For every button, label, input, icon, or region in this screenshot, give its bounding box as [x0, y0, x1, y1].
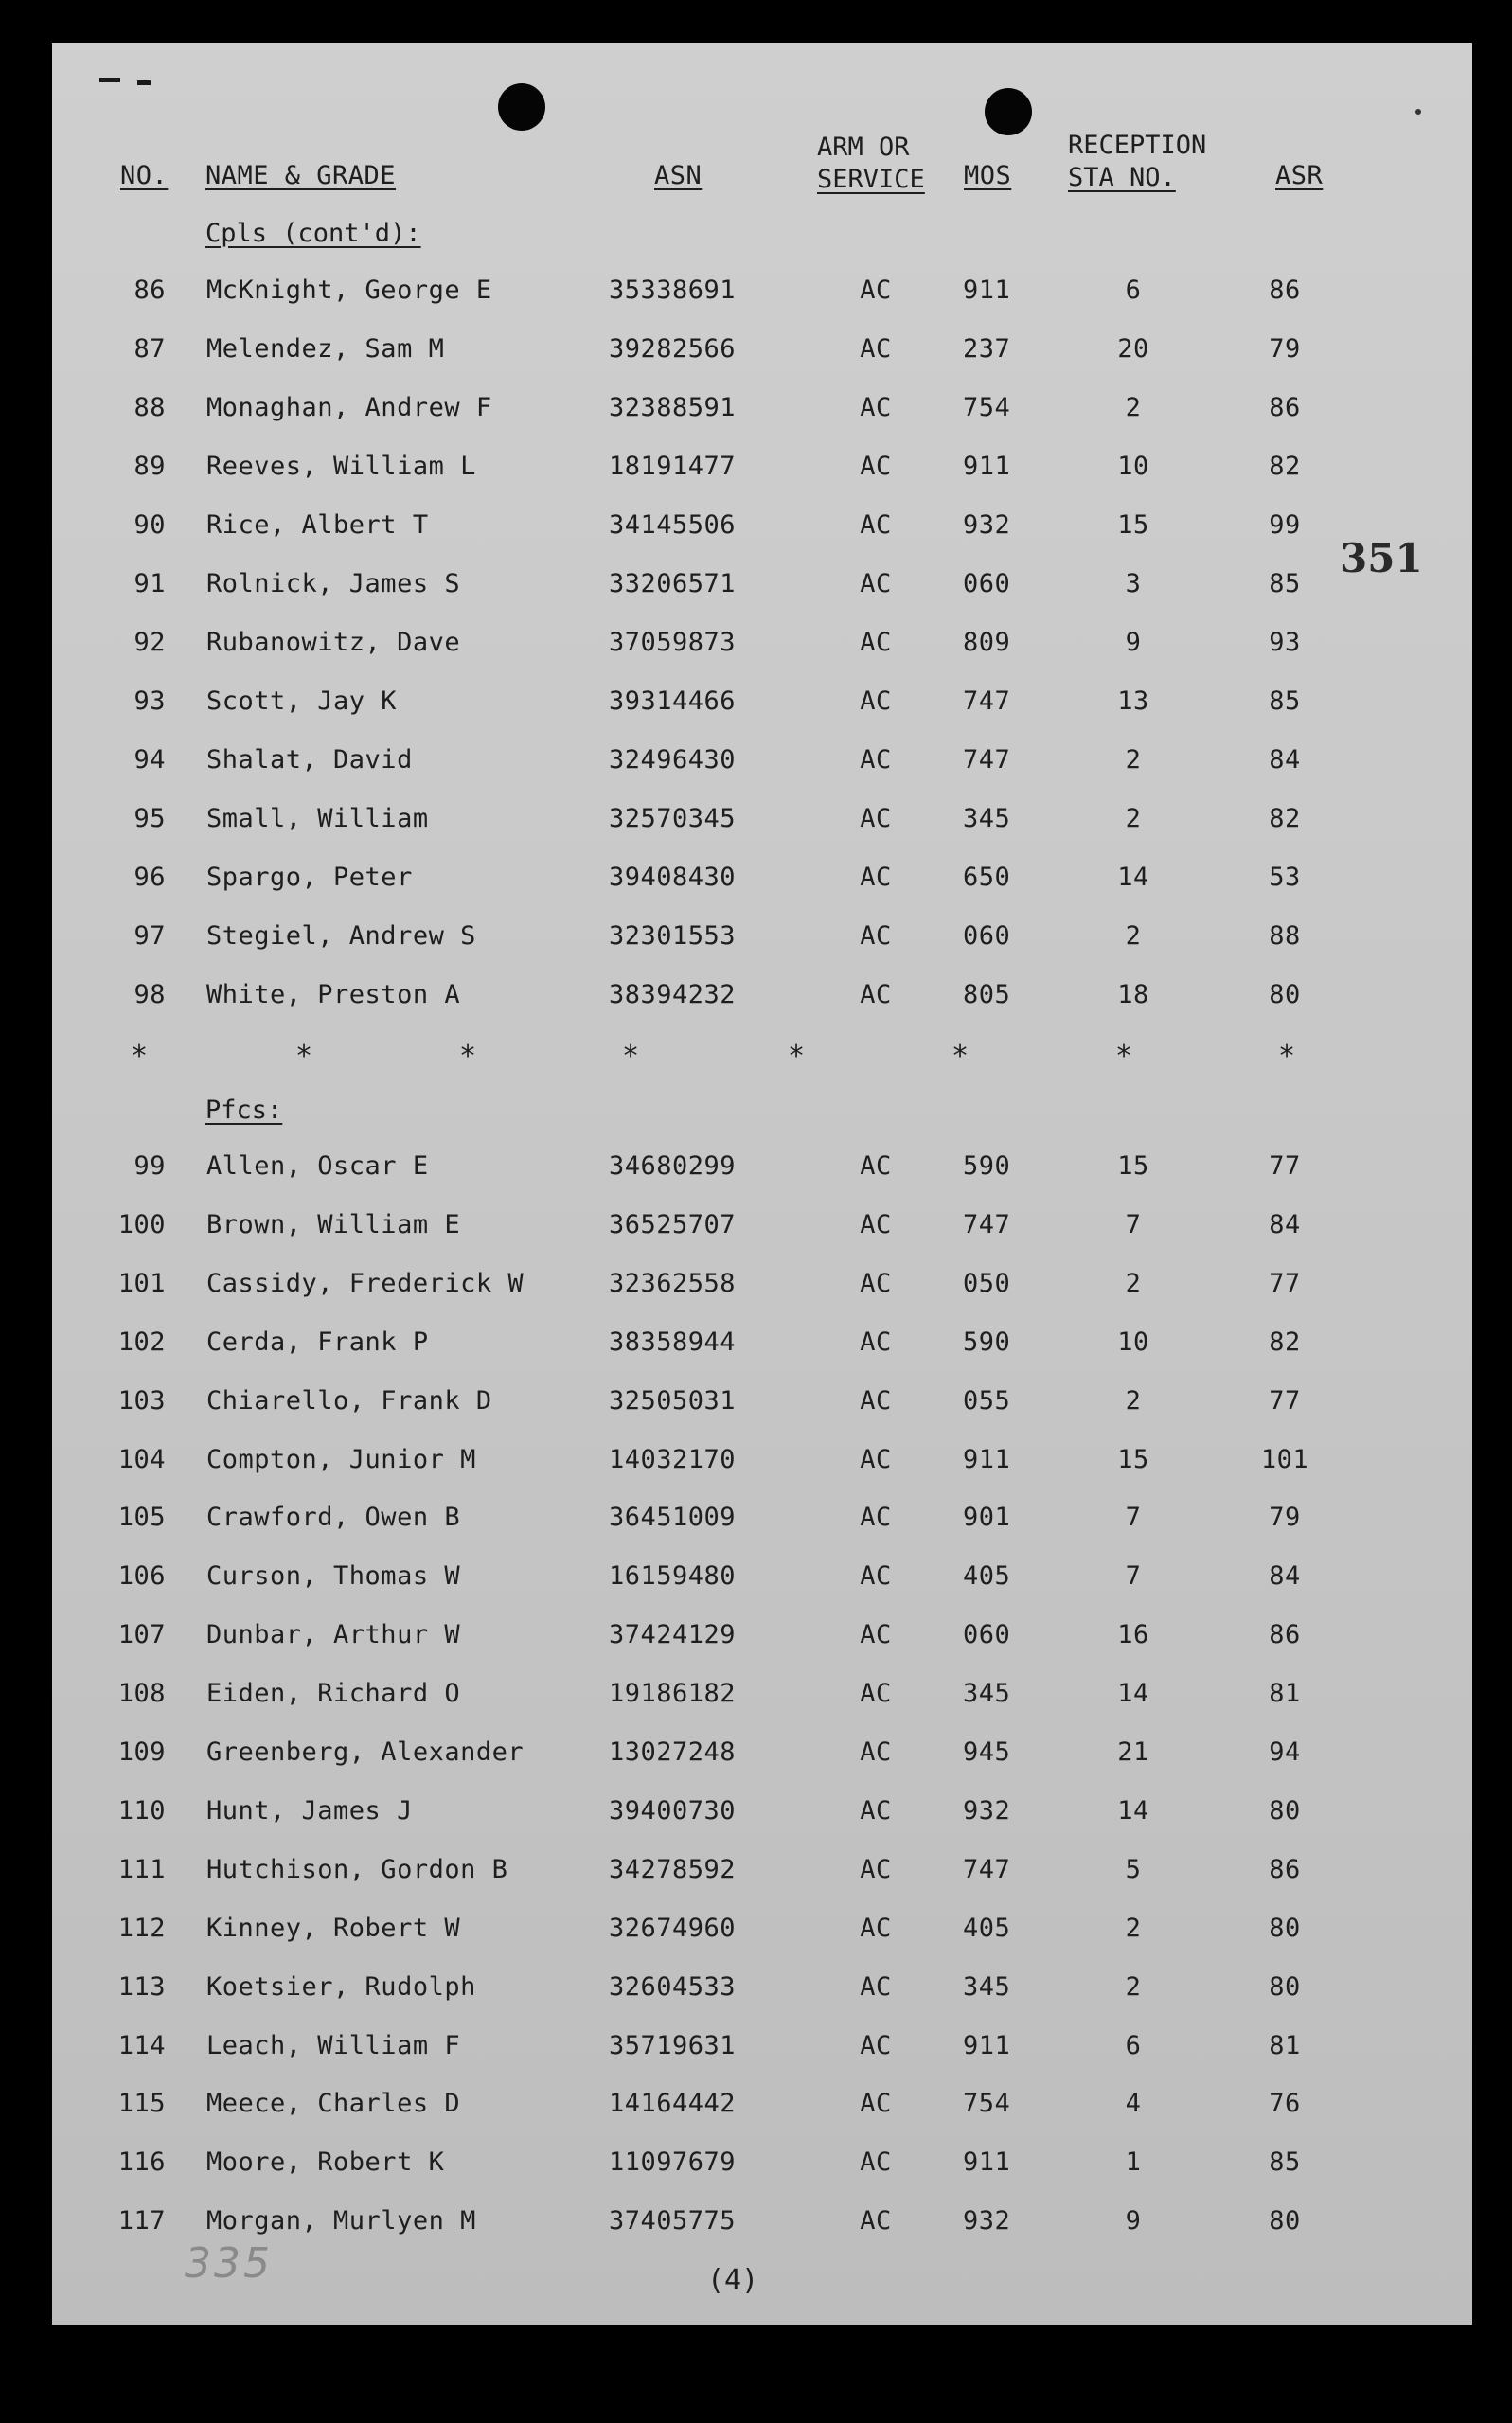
cell-arm: AC [860, 1503, 892, 1532]
cell-mos: 060 [963, 1620, 1011, 1649]
cell-mos: 345 [963, 1679, 1011, 1708]
ink-dot [1415, 109, 1421, 115]
cell-sta: 14 [1117, 1679, 1149, 1708]
header-sta-line1: RECEPTION [1068, 131, 1207, 160]
cell-asr: 101 [1260, 1445, 1309, 1474]
cell-name: Chiarello, Frank D [206, 1386, 492, 1416]
cell-no: 94 [133, 745, 166, 775]
cell-asn: 34278592 [609, 1855, 737, 1884]
cell-asr: 76 [1269, 2089, 1301, 2118]
punch-hole-right [985, 88, 1032, 135]
cell-mos: 237 [963, 334, 1011, 364]
cell-no: 97 [133, 921, 166, 951]
cell-asr: 86 [1269, 1620, 1301, 1649]
cell-mos: 932 [963, 510, 1011, 540]
document-page [52, 43, 1472, 2325]
cell-sta: 15 [1117, 1151, 1149, 1181]
cell-arm: AC [860, 804, 892, 833]
cell-name: Moore, Robert K [206, 2147, 445, 2177]
cell-name: Dunbar, Arthur W [206, 1620, 461, 1649]
cell-no: 92 [133, 628, 166, 657]
cell-asn: 39408430 [609, 863, 737, 892]
cell-name: Leach, William F [206, 2031, 461, 2060]
cell-sta: 2 [1125, 1972, 1142, 2002]
cell-arm: AC [860, 980, 892, 1009]
cell-arm: AC [860, 1796, 892, 1826]
cell-mos: 945 [963, 1737, 1011, 1767]
cell-arm: AC [860, 2089, 892, 2118]
cell-asr: 86 [1269, 1855, 1301, 1884]
section-label-pfcs: Pfcs: [205, 1096, 283, 1125]
cell-no: 90 [133, 510, 166, 540]
cell-asr: 94 [1269, 1737, 1301, 1767]
cell-name: Hunt, James J [206, 1796, 413, 1826]
cell-name: Rice, Albert T [206, 510, 429, 540]
cell-asr: 82 [1269, 452, 1301, 481]
header-arm-line1: ARM OR [817, 133, 910, 162]
cell-sta: 9 [1125, 2206, 1142, 2236]
cell-sta: 3 [1125, 569, 1142, 598]
cell-name: Allen, Oscar E [206, 1151, 429, 1181]
cell-asr: 86 [1269, 276, 1301, 305]
separator-star: * [1115, 1040, 1133, 1073]
cell-arm: AC [860, 863, 892, 892]
cell-no: 114 [117, 2031, 166, 2060]
cell-asr: 80 [1269, 1972, 1301, 2002]
cell-asn: 38394232 [609, 980, 737, 1009]
cell-mos: 911 [963, 276, 1011, 305]
cell-asr: 99 [1269, 510, 1301, 540]
header-mos: MOS [964, 161, 1012, 190]
cell-asn: 37405775 [609, 2206, 737, 2236]
cell-asn: 19186182 [609, 1679, 737, 1708]
cell-asr: 84 [1269, 1561, 1301, 1591]
cell-sta: 15 [1117, 1445, 1149, 1474]
cell-no: 86 [133, 276, 166, 305]
cell-name: Small, William [206, 804, 429, 833]
cell-asn: 36451009 [609, 1503, 737, 1532]
cell-name: Morgan, Murlyen M [206, 2206, 476, 2236]
cell-asn: 32604533 [609, 1972, 737, 2002]
cell-asr: 79 [1269, 334, 1301, 364]
cell-name: Kinney, Robert W [206, 1914, 461, 1943]
cell-sta: 9 [1125, 628, 1142, 657]
cell-mos: 590 [963, 1151, 1011, 1181]
cell-sta: 10 [1117, 1327, 1149, 1357]
cell-asr: 80 [1269, 1796, 1301, 1826]
cell-no: 117 [117, 2206, 166, 2236]
cell-name: Curson, Thomas W [206, 1561, 461, 1591]
cell-name: Meece, Charles D [206, 2089, 461, 2118]
cell-no: 113 [117, 1972, 166, 2002]
separator-star: * [1278, 1040, 1296, 1073]
cell-arm: AC [860, 1914, 892, 1943]
cell-no: 102 [117, 1327, 166, 1357]
cell-mos: 060 [963, 569, 1011, 598]
cell-asr: 80 [1269, 2206, 1301, 2236]
cell-no: 112 [117, 1914, 166, 1943]
header-reception-sta [1068, 130, 1206, 194]
cell-asr: 93 [1269, 628, 1301, 657]
cell-asn: 13027248 [609, 1737, 737, 1767]
header-asn: ASN [654, 161, 703, 190]
separator-star: * [131, 1040, 149, 1073]
cell-name: Stegiel, Andrew S [206, 921, 476, 951]
cell-asn: 14032170 [609, 1445, 737, 1474]
stamped-number: 351 [1340, 535, 1423, 581]
cell-name: Crawford, Owen B [206, 1503, 461, 1532]
cell-asn: 34680299 [609, 1151, 737, 1181]
cell-asn: 34145506 [609, 510, 737, 540]
cell-sta: 2 [1125, 1914, 1142, 1943]
cell-mos: 055 [963, 1386, 1011, 1416]
cell-sta: 4 [1125, 2089, 1142, 2118]
cell-asr: 77 [1269, 1269, 1301, 1298]
cell-arm: AC [860, 2031, 892, 2060]
cell-arm: AC [860, 1327, 892, 1357]
cell-asr: 82 [1269, 804, 1301, 833]
cell-no: 108 [117, 1679, 166, 1708]
cell-no: 105 [117, 1503, 166, 1532]
cell-asn: 39400730 [609, 1796, 737, 1826]
cell-mos: 911 [963, 2031, 1011, 2060]
cell-arm: AC [860, 628, 892, 657]
cell-sta: 2 [1125, 804, 1142, 833]
cell-sta: 1 [1125, 2147, 1142, 2177]
cell-no: 104 [117, 1445, 166, 1474]
cell-asr: 85 [1269, 569, 1301, 598]
cell-no: 91 [133, 569, 166, 598]
cell-name: Rolnick, James S [206, 569, 461, 598]
cell-asr: 85 [1269, 2147, 1301, 2177]
cell-arm: AC [860, 1269, 892, 1298]
cell-name: Reeves, William L [206, 452, 476, 481]
cell-sta: 7 [1125, 1561, 1142, 1591]
cell-mos: 060 [963, 921, 1011, 951]
cell-asn: 16159480 [609, 1561, 737, 1591]
cell-arm: AC [860, 1561, 892, 1591]
cell-asn: 37059873 [609, 628, 737, 657]
cell-sta: 2 [1125, 1269, 1142, 1298]
cell-no: 100 [117, 1210, 166, 1239]
separator-star: * [788, 1040, 806, 1073]
cell-asr: 81 [1269, 1679, 1301, 1708]
cell-mos: 901 [963, 1503, 1011, 1532]
cell-mos: 747 [963, 1210, 1011, 1239]
cell-arm: AC [860, 686, 892, 716]
cell-no: 107 [117, 1620, 166, 1649]
section-label-cpls: Cpls (cont'd): [205, 219, 421, 248]
cell-arm: AC [860, 1445, 892, 1474]
cell-mos: 911 [963, 1445, 1011, 1474]
cell-asn: 32505031 [609, 1386, 737, 1416]
cell-arm: AC [860, 1972, 892, 2002]
cell-asr: 80 [1269, 980, 1301, 1009]
cell-asn: 36525707 [609, 1210, 737, 1239]
cell-name: Melendez, Sam M [206, 334, 445, 364]
cell-arm: AC [860, 2206, 892, 2236]
cell-mos: 911 [963, 452, 1011, 481]
cell-mos: 809 [963, 628, 1011, 657]
cell-arm: AC [860, 2147, 892, 2177]
cell-arm: AC [860, 510, 892, 540]
cell-arm: AC [860, 1855, 892, 1884]
cell-sta: 20 [1117, 334, 1149, 364]
cell-asn: 18191477 [609, 452, 737, 481]
cell-sta: 10 [1117, 452, 1149, 481]
cell-asn: 32570345 [609, 804, 737, 833]
cell-asn: 35338691 [609, 276, 737, 305]
cell-mos: 345 [963, 804, 1011, 833]
cell-arm: AC [860, 393, 892, 422]
cell-asr: 80 [1269, 1914, 1301, 1943]
cell-name: Rubanowitz, Dave [206, 628, 461, 657]
cell-mos: 405 [963, 1561, 1011, 1591]
cell-sta: 14 [1117, 863, 1149, 892]
cell-sta: 5 [1125, 1855, 1142, 1884]
header-arm-service [817, 132, 925, 196]
cell-arm: AC [860, 1151, 892, 1181]
cell-arm: AC [860, 1210, 892, 1239]
cell-asn: 11097679 [609, 2147, 737, 2177]
cell-asr: 88 [1269, 921, 1301, 951]
cell-mos: 747 [963, 1855, 1011, 1884]
cell-mos: 932 [963, 1796, 1011, 1826]
cell-sta: 6 [1125, 276, 1142, 305]
cell-no: 101 [117, 1269, 166, 1298]
separator-star: * [952, 1040, 969, 1073]
cell-arm: AC [860, 745, 892, 775]
cell-arm: AC [860, 334, 892, 364]
header-sta-line2: STA NO. [1068, 163, 1176, 192]
cell-asr: 85 [1269, 686, 1301, 716]
cell-name: Eiden, Richard O [206, 1679, 461, 1708]
cell-arm: AC [860, 1386, 892, 1416]
cell-name: White, Preston A [206, 980, 461, 1009]
cell-arm: AC [860, 276, 892, 305]
cell-name: Compton, Junior M [206, 1445, 476, 1474]
cell-asn: 38358944 [609, 1327, 737, 1357]
cell-mos: 747 [963, 745, 1011, 775]
cell-no: 106 [117, 1561, 166, 1591]
cell-asr: 86 [1269, 393, 1301, 422]
cell-mos: 932 [963, 2206, 1011, 2236]
cell-arm: AC [860, 921, 892, 951]
cell-asr: 79 [1269, 1503, 1301, 1532]
cell-no: 98 [133, 980, 166, 1009]
cell-asr: 84 [1269, 745, 1301, 775]
cell-mos: 345 [963, 1972, 1011, 2002]
cell-sta: 2 [1125, 745, 1142, 775]
cell-arm: AC [860, 1620, 892, 1649]
cell-no: 87 [133, 334, 166, 364]
cell-arm: AC [860, 1679, 892, 1708]
cell-no: 110 [117, 1796, 166, 1826]
cell-asr: 81 [1269, 2031, 1301, 2060]
cell-sta: 13 [1117, 686, 1149, 716]
cell-asr: 77 [1269, 1151, 1301, 1181]
cell-no: 89 [133, 452, 166, 481]
cell-asr: 77 [1269, 1386, 1301, 1416]
cell-asn: 32496430 [609, 745, 737, 775]
cell-name: Koetsier, Rudolph [206, 1972, 476, 2002]
cell-no: 88 [133, 393, 166, 422]
punch-hole-left [498, 83, 545, 131]
cell-sta: 14 [1117, 1796, 1149, 1826]
cell-mos: 805 [963, 980, 1011, 1009]
cell-asr: 82 [1269, 1327, 1301, 1357]
cell-no: 109 [117, 1737, 166, 1767]
cell-sta: 6 [1125, 2031, 1142, 2060]
separator-star: * [295, 1040, 313, 1073]
cell-asr: 84 [1269, 1210, 1301, 1239]
cell-arm: AC [860, 569, 892, 598]
cell-name: Brown, William E [206, 1210, 461, 1239]
cell-asr: 53 [1269, 863, 1301, 892]
header-arm-line2: SERVICE [817, 165, 925, 194]
cell-asn: 32674960 [609, 1914, 737, 1943]
cell-asn: 39314466 [609, 686, 737, 716]
cell-asn: 32388591 [609, 393, 737, 422]
header-name-grade: NAME & GRADE [205, 161, 397, 190]
cell-sta: 2 [1125, 921, 1142, 951]
cell-mos: 754 [963, 2089, 1011, 2118]
cell-no: 95 [133, 804, 166, 833]
cell-name: Greenberg, Alexander [206, 1737, 525, 1767]
cell-asn: 39282566 [609, 334, 737, 364]
cell-asn: 37424129 [609, 1620, 737, 1649]
cell-sta: 7 [1125, 1503, 1142, 1532]
cell-asn: 32301553 [609, 921, 737, 951]
cell-sta: 2 [1125, 1386, 1142, 1416]
separator-star: * [459, 1040, 477, 1073]
cell-name: Hutchison, Gordon B [206, 1855, 508, 1884]
cell-sta: 16 [1117, 1620, 1149, 1649]
cell-name: Scott, Jay K [206, 686, 398, 716]
header-no: NO. [120, 161, 169, 190]
cell-sta: 2 [1125, 393, 1142, 422]
cell-name: Cassidy, Frederick W [206, 1269, 525, 1298]
cell-sta: 21 [1117, 1737, 1149, 1767]
cell-arm: AC [860, 452, 892, 481]
cell-asn: 14164442 [609, 2089, 737, 2118]
pencil-note: 335 [185, 2239, 273, 2288]
cell-sta: 18 [1117, 980, 1149, 1009]
cell-mos: 911 [963, 2147, 1011, 2177]
cell-mos: 405 [963, 1914, 1011, 1943]
ink-mark [137, 80, 151, 85]
cell-asn: 32362558 [609, 1269, 737, 1298]
cell-mos: 590 [963, 1327, 1011, 1357]
cell-sta: 7 [1125, 1210, 1142, 1239]
separator-star: * [622, 1040, 640, 1073]
cell-no: 93 [133, 686, 166, 716]
cell-mos: 747 [963, 686, 1011, 716]
cell-name: Cerda, Frank P [206, 1327, 429, 1357]
cell-asn: 33206571 [609, 569, 737, 598]
cell-mos: 050 [963, 1269, 1011, 1298]
cell-name: McKnight, George E [206, 276, 492, 305]
cell-no: 103 [117, 1386, 166, 1416]
cell-asn: 35719631 [609, 2031, 737, 2060]
cell-mos: 650 [963, 863, 1011, 892]
cell-no: 99 [133, 1151, 166, 1181]
cell-name: Spargo, Peter [206, 863, 413, 892]
cell-mos: 754 [963, 393, 1011, 422]
cell-no: 111 [117, 1855, 166, 1884]
cell-name: Shalat, David [206, 745, 413, 775]
ink-mark [99, 78, 120, 82]
cell-no: 115 [117, 2089, 166, 2118]
cell-name: Monaghan, Andrew F [206, 393, 492, 422]
cell-no: 96 [133, 863, 166, 892]
cell-arm: AC [860, 1737, 892, 1767]
cell-sta: 15 [1117, 510, 1149, 540]
page-number: (4) [707, 2264, 759, 2297]
cell-no: 116 [117, 2147, 166, 2177]
header-asr: ASR [1275, 161, 1324, 190]
